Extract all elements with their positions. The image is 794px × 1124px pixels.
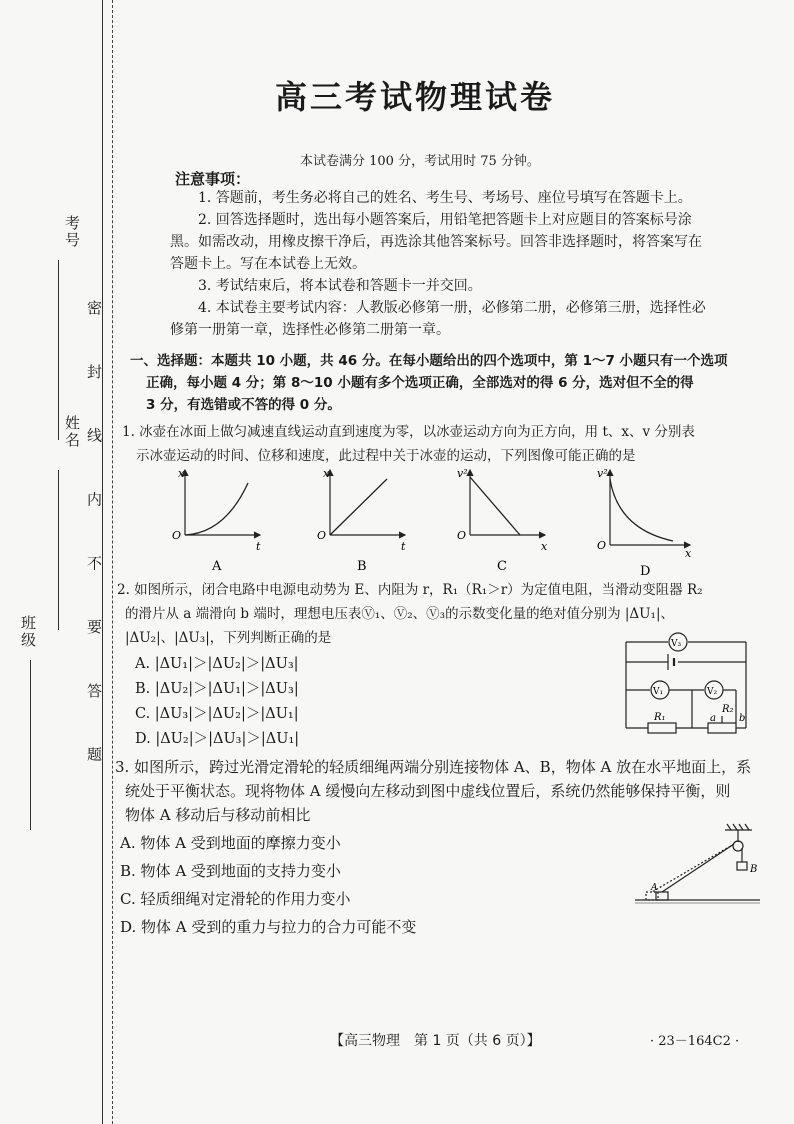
q2-option-d: D. |ΔU₂|＞|ΔU₃|＞|ΔU₁|	[135, 731, 300, 747]
page-title: 高三考试物理试卷	[274, 78, 555, 116]
graph-b-ylabel: x	[323, 467, 330, 480]
v2-label: V₂	[707, 687, 718, 697]
q1-graphs	[160, 465, 700, 580]
graph-d-label: D	[640, 564, 651, 579]
page-footer: 【高三物理 第 1 页（共 6 页）】	[330, 1033, 541, 1049]
notice-item: 3. 考试结束后，将本试卷和答题卡一并交回。	[198, 278, 482, 294]
v3-label: V₃	[671, 639, 682, 649]
notice-item: 1. 答题前，考生务必将自己的姓名、考生号、考场号、座位号填写在答题卡上。	[198, 190, 692, 206]
r1-label: R₁	[654, 712, 666, 723]
graph-d-xlabel: x	[685, 547, 692, 560]
graph-a-ylabel: x	[178, 467, 185, 480]
q2-line: 的滑片从 a 端滑向 b 端时，理想电压表Ⓥ₁、Ⓥ₂、Ⓥ₃的示数变化量的绝对值分别为 |ΔU₁|、	[125, 606, 675, 622]
graph-c	[457, 467, 548, 574]
q3-line: 3. 如图所示，跨过光滑定滑轮的轻质细绳两端分别连接物体 A、B，物体 A 放在水平地面上，系	[115, 758, 752, 776]
graph-d-ylabel: v²	[597, 467, 608, 480]
banji-label: 班级	[19, 615, 37, 649]
graph-c-origin: O	[457, 529, 467, 542]
q3-figure	[630, 820, 770, 915]
notice-item: 修第一册第一章，选择性必修第二册第一章。	[170, 322, 450, 338]
graph-a-label: A	[212, 559, 222, 574]
q3-option-c: C. 轻质细绳对定滑轮的作用力变小	[120, 890, 351, 908]
notice-item: 2. 回答选择题时，选出每小题答案后，用铅笔把答题卡上对应题目的答案标号涂	[198, 212, 692, 228]
kaohao-label: 考号	[63, 215, 81, 249]
graph-c-label: C	[497, 559, 507, 574]
r2-label: R₂	[722, 704, 734, 715]
xingming-label: 姓名	[63, 415, 81, 449]
question-2	[117, 578, 703, 650]
q3-line: 物体 A 移动后与移动前相比	[125, 806, 311, 824]
q3-option-a: A. 物体 A 受到地面的摩擦力变小	[120, 834, 341, 852]
q1-line: 示冰壶运动的时间、位移和速度，此过程中关于冰壶的运动，下列图像可能正确的是	[136, 448, 636, 464]
graph-d	[597, 467, 692, 579]
question-1	[122, 420, 695, 468]
q2-option-c: C. |ΔU₃|＞|ΔU₂|＞|ΔU₁|	[135, 706, 299, 722]
graph-a-xlabel: t	[256, 540, 261, 553]
notice-item: 答题卡上。写在本试卷上无效。	[170, 256, 366, 272]
graph-a-origin: O	[172, 529, 182, 542]
graph-b-label: B	[357, 559, 367, 574]
graph-a	[172, 467, 261, 574]
section-line: 一、选择题：本题共 10 小题，共 46 分。在每小题给出的四个选项中，第 1～7 小题只有一个选项	[130, 353, 728, 369]
notice-heading: 注意事项：	[175, 170, 251, 188]
graph-b-xlabel: t	[401, 540, 406, 553]
fig-b-label: B	[750, 864, 758, 875]
section-heading	[130, 350, 750, 416]
b-label: b	[739, 713, 746, 724]
graph-c-xlabel: x	[541, 540, 548, 553]
exam-code: · 23－164C2 ·	[650, 1034, 740, 1049]
section-line: 正确，每小题 4 分；第 8～10 小题有多个选项正确，全部选对的得 6 分，选对但不全的得	[146, 375, 694, 391]
fig-a-label: A	[651, 883, 658, 893]
q2-line: 2. 如图所示，闭合电路中电源电动势为 E、内阻为 r，R₁（R₁＞r）为定值电阻，当滑动变阻器 R₂	[117, 582, 703, 598]
graph-d-origin: O	[597, 539, 607, 552]
seal-warning: 密 封 线 内 不 要 答 题	[85, 300, 103, 784]
notice-item: 黑。如需改动，用橡皮擦干净后，再选涂其他答案标号。回答非选择题时，将答案写在	[170, 234, 702, 250]
q2-option-a: A. |ΔU₁|＞|ΔU₂|＞|ΔU₃|	[135, 656, 299, 672]
notice-item: 4. 本试卷主要考试内容：人教版必修第一册，必修第二册，必修第三册，选择性必	[198, 300, 706, 316]
q2-option-b: B. |ΔU₂|＞|ΔU₁|＞|ΔU₃|	[135, 681, 299, 697]
exam-info: 本试卷满分 100 分，考试用时 75 分钟。	[300, 154, 540, 169]
a-label: a	[710, 713, 716, 724]
q3-option-d: D. 物体 A 受到的重力与拉力的合力可能不变	[120, 918, 417, 936]
v1-label: V₁	[653, 687, 664, 697]
q2-circuit	[618, 628, 758, 743]
q3-option-b: B. 物体 A 受到地面的支持力变小	[120, 862, 341, 880]
graph-c-ylabel: v²	[457, 467, 468, 480]
graph-b-origin: O	[317, 529, 327, 542]
question-3	[115, 755, 751, 827]
q1-line: 1. 冰壶在冰面上做匀减速直线运动直到速度为零，以冰壶运动方向为正方向，用 t、x、v 分别表	[122, 424, 695, 440]
section-line: 3 分，有选错或不答的得 0 分。	[146, 397, 341, 413]
graph-b	[317, 467, 406, 574]
q2-line: |ΔU₂|、|ΔU₃|，下列判断正确的是	[125, 630, 332, 646]
q3-line: 统处于平衡状态。现将物体 A 缓慢向左移动到图中虚线位置后，系统仍然能够保持平衡，则	[125, 782, 731, 800]
